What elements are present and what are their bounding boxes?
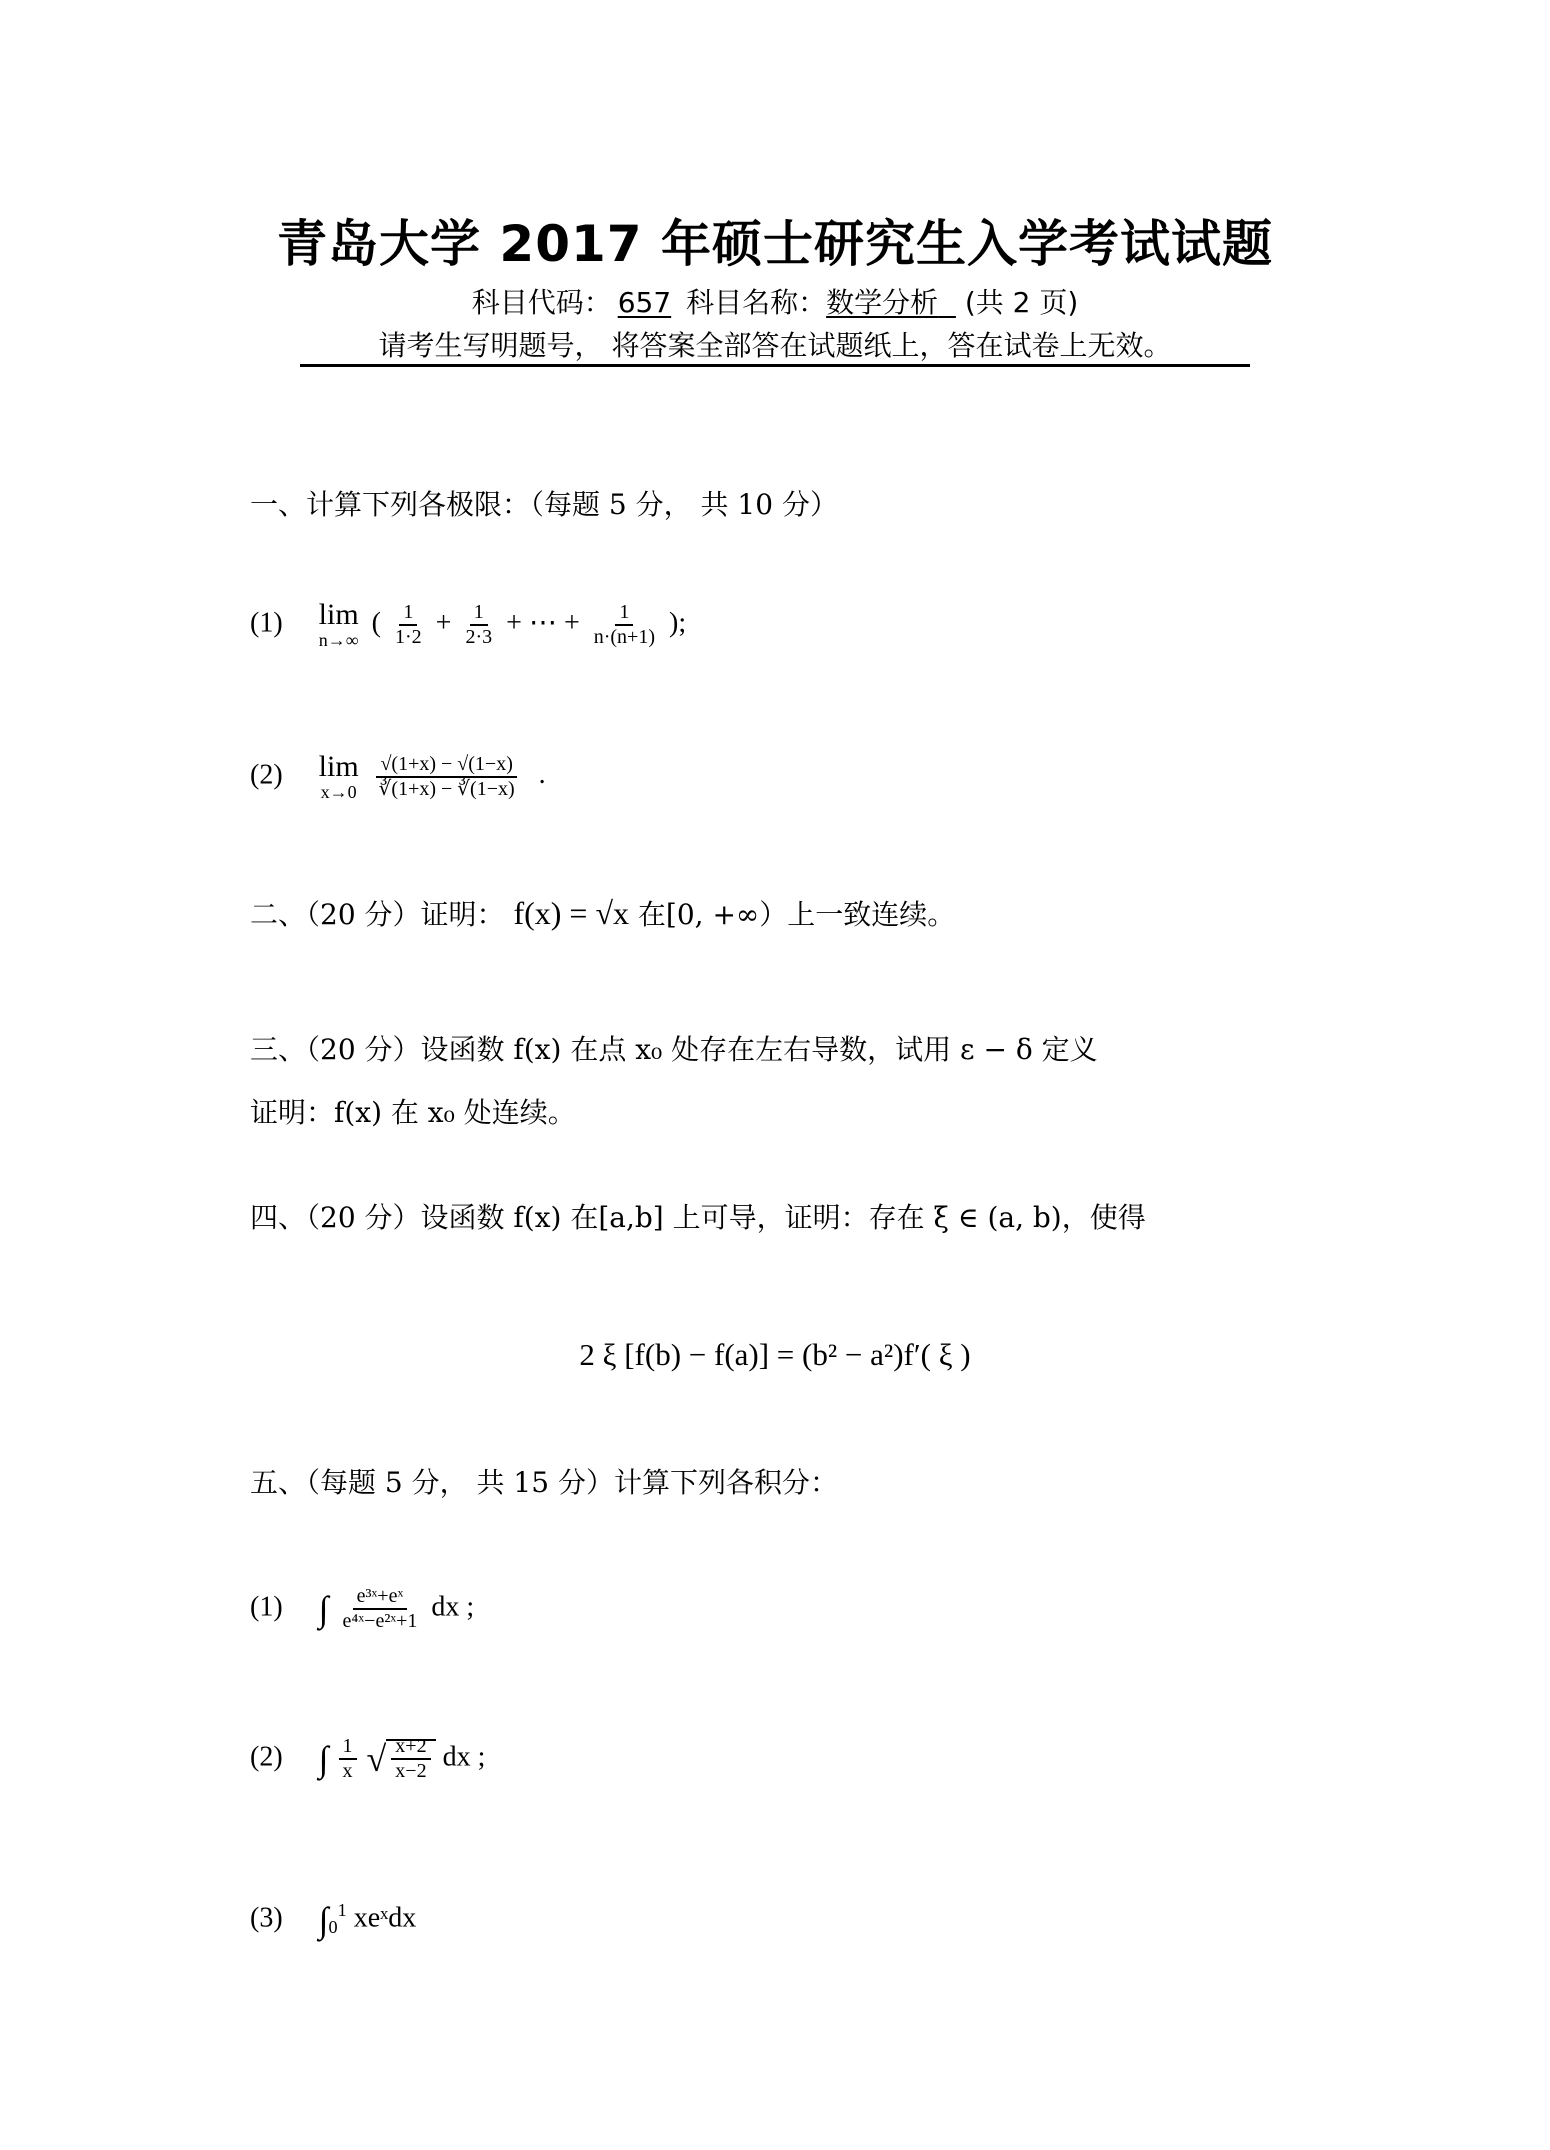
subject-name: 数学分析	[826, 286, 939, 319]
fraction: $\frac{1}{2\cdot 3}$	[465, 601, 493, 648]
integral-sign: ∫	[318, 1739, 329, 1779]
limit-operator: lim x→0	[318, 750, 359, 802]
fraction: $\frac{1}{n\cdot(n+1)}$	[593, 601, 655, 648]
item-label: (2)	[250, 759, 283, 791]
limit-operator: lim n→∞	[318, 598, 359, 650]
exam-title: 青岛大学 2017 年硕士研究生入学考试试题	[277, 215, 1273, 273]
section-2: 二、（20 分）证明： f(x) = √x 在[0, +∞）上一致连续。	[250, 895, 956, 931]
integral-sign: ∫	[318, 1589, 329, 1629]
page-count: (共 2 页)	[964, 286, 1079, 319]
fraction: $\frac{√(1+x) - √(1-x)}{∛(1+x) - ∛(1-x)}$	[375, 753, 519, 801]
item-label: (1)	[250, 607, 283, 639]
section-3-line-2: 证明：f(x) 在 x₀ 处连续。	[250, 1096, 576, 1129]
integral-2: (2) ∫ $\frac{1}{x}$ √ $\frac{x+2}{x-2}$ dx ;	[250, 1735, 486, 1782]
section-5-heading: 五、（每题 5 分， 共 15 分）计算下列各积分：	[250, 1466, 838, 1499]
fraction: $\frac{1}{1\cdot 2}$	[395, 601, 422, 648]
question-1-1: (1) lim n→∞ ( $\frac{1}{1\cdot 2}$ + $\frac{1}{2\cdot 3}$ + ⋯ + $\frac{1}{n\cdot(n+1)}$ );	[250, 598, 687, 650]
square-root: √ $\frac{x+2}{x-2}$	[367, 1735, 436, 1783]
subject-code: 657	[617, 286, 672, 319]
subject-info-line	[0, 285, 1550, 321]
section-1-heading: 一、计算下列各极限：（每题 5 分， 共 10 分）	[250, 488, 838, 521]
subject-code-label: 科目代码：	[471, 286, 612, 319]
subject-name-label: 科目名称：	[686, 286, 827, 319]
fraction: $\frac{1}{x}$	[339, 1735, 357, 1783]
integral-1: (1) ∫ $\frac{\text{e³ˣ+eˣ}}{\text{e⁴ˣ−e²ˣ+1}}$ dx ;	[250, 1585, 475, 1632]
section-4-line-1: 四、（20 分）设函数 f(x) 在[a,b] 上可导，证明：存在 ξ ∈ (a, b)，使得	[250, 1201, 1146, 1234]
exam-instruction: 请考生写明题号， 将答案全部答在试题纸上，答在试卷上无效。	[300, 328, 1250, 367]
integral-sign: ∫	[318, 1899, 329, 1940]
formula: f(x) = √x	[513, 895, 630, 931]
question-1-2: (2) lim x→0 $\frac{√(1+x) - √(1-x)}{∛(1+x) - ∛(1-x)}$ .	[250, 750, 546, 802]
section-3-line-1: 三、（20 分）设函数 f(x) 在点 x₀ 处存在左右导数，试用 ε − δ 定义	[250, 1033, 1098, 1066]
fraction: $\frac{\text{e³ˣ+eˣ}}{\text{e⁴ˣ−e²ˣ+1}}$	[342, 1585, 418, 1632]
section-4-formula: 2 ξ [f(b) − f(a)] = (b² − a²)f′( ξ )	[579, 1337, 971, 1372]
integral-3: (3) $\int_0^1$ xeˣdx	[250, 1899, 417, 1940]
